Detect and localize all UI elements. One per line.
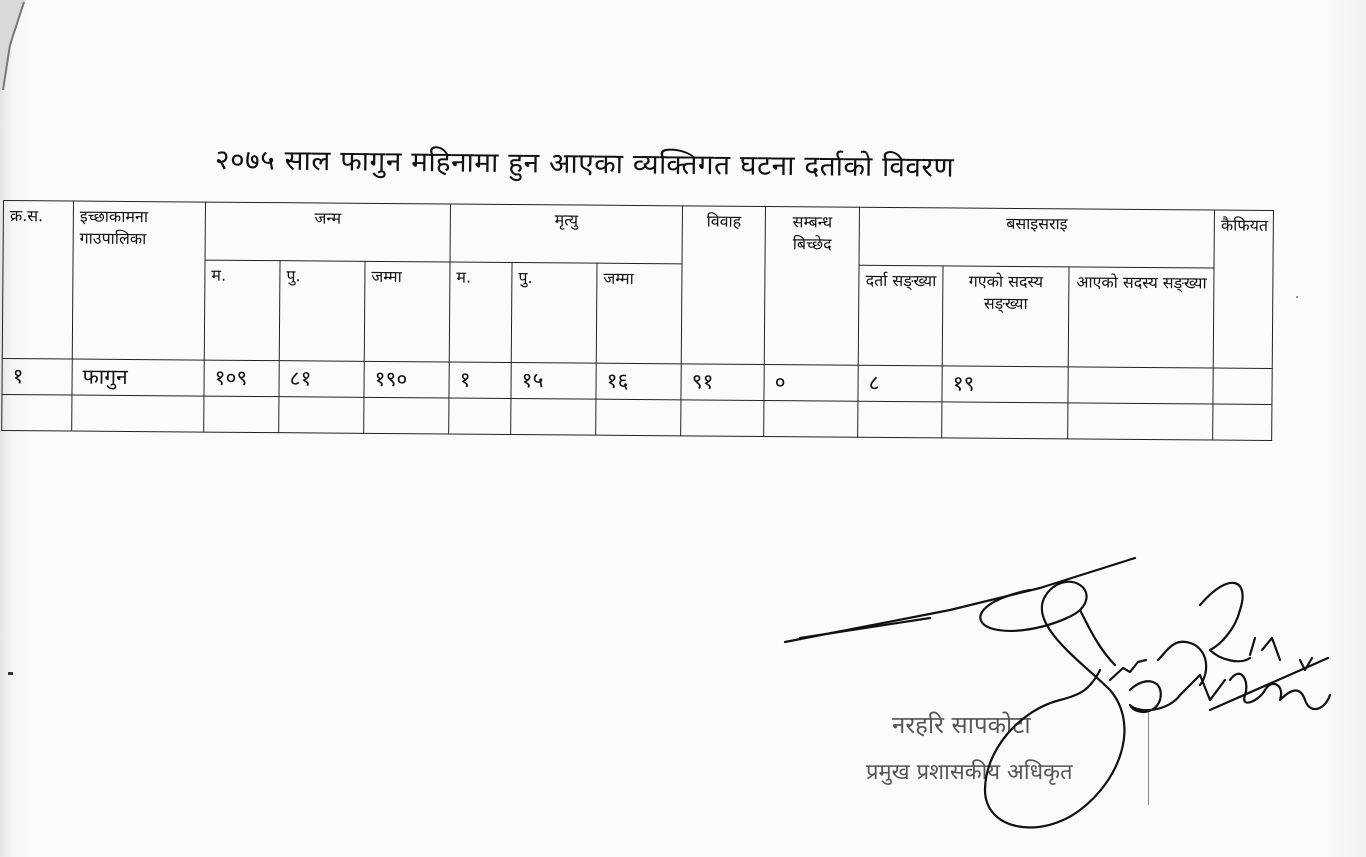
header-death-total: जम्मा — [596, 263, 682, 364]
scan-speck — [1296, 296, 1298, 298]
header-migration-outgoing: गएको सदस्य सङ्ख्या — [942, 266, 1069, 367]
cell-remarks — [1213, 368, 1272, 404]
cell-marriage: ९१ — [681, 364, 764, 401]
header-municipality: इच्छाकामना गाउपालिका — [72, 201, 205, 360]
cell-birth-male: ८१ — [279, 361, 364, 398]
cell-birth-total: १९० — [364, 361, 449, 398]
header-birth: जन्म — [205, 202, 450, 262]
header-death: मृत्यु — [450, 204, 682, 264]
cell-death-female: १ — [449, 362, 511, 398]
header-serial: क्र.स. — [2, 201, 73, 360]
header-birth-total: जम्मा — [364, 261, 450, 362]
cell-serial: १ — [2, 358, 72, 395]
header-migration-incoming: आएको सदस्य सङ्ख्या — [1068, 267, 1214, 368]
header-migration-registered: दर्ता सङ्ख्या — [858, 265, 943, 366]
header-birth-male: पु. — [279, 261, 365, 362]
header-death-male: पु. — [511, 262, 597, 363]
cell-migration-registered: ८ — [858, 365, 942, 402]
cell-divorce: ० — [764, 364, 858, 401]
header-remarks: कैफियत — [1213, 210, 1273, 368]
header-migration: बसाइसराइ — [859, 207, 1214, 268]
scan-speck — [8, 672, 13, 675]
registration-table — [1, 200, 1274, 441]
cell-death-total: १६ — [596, 363, 681, 400]
officer-name: नरहरि सापकोटा — [892, 711, 1031, 739]
scan-edge-mark — [0, 0, 40, 120]
report-title: २०७५ साल फागुन महिनामा हुन आएका व्यक्तिगत घटना दर्ताको विवरण — [214, 143, 955, 184]
cell-month: फागुन — [72, 359, 204, 396]
cell-birth-female: १०९ — [204, 360, 279, 397]
handwritten-signature — [780, 550, 1366, 850]
header-death-female: म. — [449, 262, 512, 362]
officer-designation: प्रमुख प्रशासकीय अधिकृत — [866, 760, 1073, 785]
header-marriage: विवाह — [681, 206, 765, 365]
registration-table-wrapper — [1, 200, 1274, 441]
cell-migration-incoming — [1068, 367, 1213, 404]
header-divorce: सम्बन्ध बिच्छेद — [764, 206, 859, 365]
cell-migration-outgoing: १९ — [942, 366, 1068, 403]
cell-death-male: १५ — [511, 362, 596, 399]
header-birth-female: म. — [204, 260, 280, 361]
